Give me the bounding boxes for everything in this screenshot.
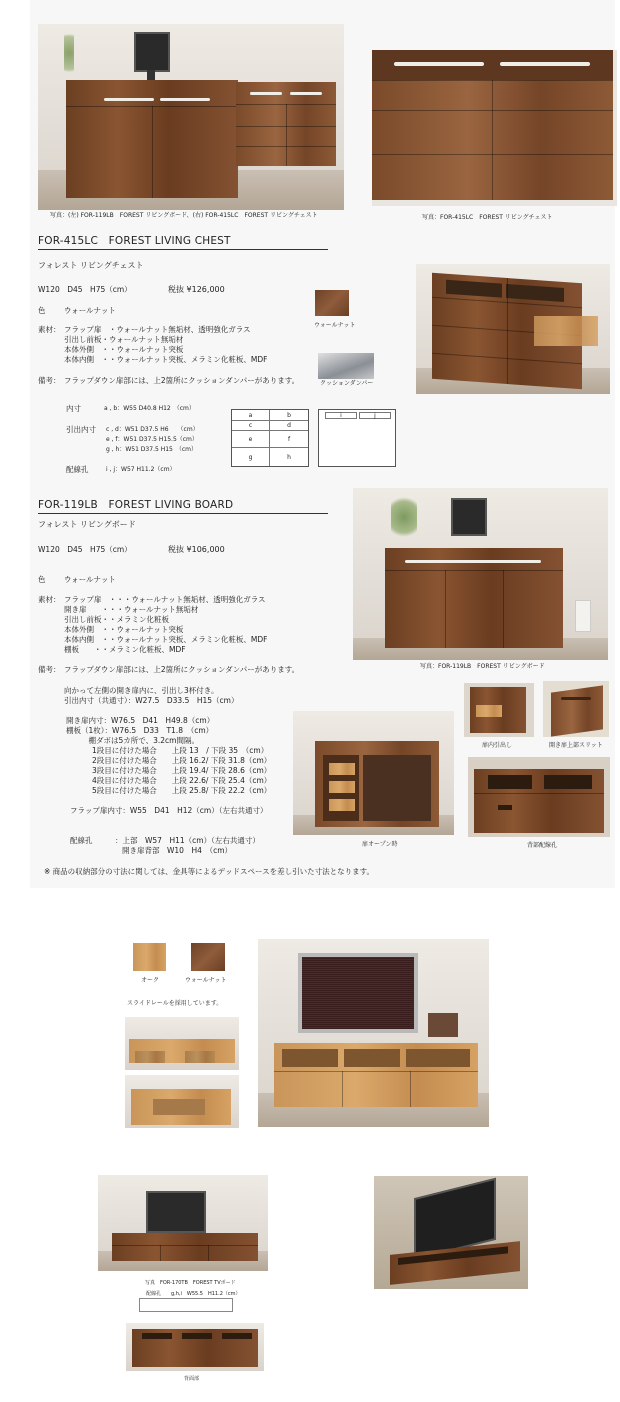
door-slit-photo [543, 681, 609, 737]
tv-board-corner-photo [374, 1176, 528, 1289]
board-note-14: 開き扉背部 W10 H4 （cm） [92, 846, 233, 855]
board-note-7: 1段目に付けた場合 上段 13 / 下段 35 （cm） [92, 746, 269, 755]
board-note-10: 4段目に付けた場合 上段 22.6/ 下段 25.4（cm） [92, 776, 272, 785]
chest-front-diagram [231, 409, 309, 467]
chest-material-3: 本体外側 ・・ウォールナット突板 [64, 345, 184, 354]
board-price: 税抜 ¥106,000 [168, 545, 225, 554]
diagram-cell-b: b [270, 410, 308, 421]
board-note-1: フラップダウン扉部には、上2箇所にクッションダンパーがあります。 [64, 665, 300, 674]
board-materials-label: 素材： [38, 595, 61, 604]
board-body [66, 80, 238, 198]
tv-screen-image [298, 953, 418, 1033]
diagram-cell-e: e [232, 431, 270, 448]
chest-price: 税抜 ¥126,000 [168, 285, 225, 294]
footnote: ※ 商品の収納部分の寸法に関しては、金具等によるデッドスペースを差し引いた寸法となります。 [44, 867, 374, 876]
diagram-cell-h: h [287, 453, 291, 461]
board-monitor-image [451, 498, 487, 536]
tv-small-caption: 写真 FOR-170TB FOREST TVボード [145, 1280, 236, 1286]
board-note-8: 2段目に付けた場合 上段 16.2/ 下段 31.8（cm） [92, 756, 272, 765]
chest-material-4: 本体内側 ・・ウォールナット突板、メラミン化粧板、MDF [64, 355, 268, 364]
door-slit-caption: 開き扉上部スリット [549, 742, 603, 749]
chest-title-rule [38, 249, 328, 250]
chest-drawer-3: g , h：W51 D37.5 H15 （cm） [106, 446, 197, 453]
board-color-label: 色 [38, 575, 46, 584]
board-title: FOR-119LB FOREST LIVING BOARD [38, 499, 234, 511]
board-note-13: 配線孔 ：上部 W57 H11（cm）（左右共通寸） [70, 836, 260, 845]
board-subtitle: フォレスト リビングボード [38, 520, 136, 529]
walnut-swatch-tv-label: ウォールナット [185, 977, 227, 984]
chest-materials-label: 素材： [38, 325, 61, 334]
caption-top-left: 写真：(左) FOR-119LB FOREST リビングボード、(右) FOR-415LC FOREST リビングチェスト [50, 212, 318, 219]
chest-subtitle: フォレスト リビングチェスト [38, 261, 144, 270]
caption-top-right: 写真：FOR-415LC FOREST リビングチェスト [422, 214, 553, 221]
diagram-cell-i: i [325, 412, 357, 419]
damper-image [318, 353, 374, 379]
tv-wiring-diagram [139, 1298, 233, 1312]
chest-drawer-1: c , d：W51 D37.5 H6 （cm） [106, 426, 199, 433]
board-note-2: 向かって左側の開き扉内に、引出し3杯付き。 [64, 686, 219, 695]
slide-rail-photo-2 [125, 1075, 239, 1128]
board-title-rule [38, 513, 328, 514]
chest-color-label: 色 [38, 306, 46, 315]
tv-board-small-photo [98, 1175, 268, 1271]
chest-drawer-label: 引出内寸 [66, 425, 96, 434]
tv-small-back: 背面部 [184, 1376, 200, 1382]
board-note-11: 5段目に付けた場合 上段 25.8/ 下段 22.2（cm） [92, 786, 272, 795]
board-open-photo [293, 711, 454, 835]
board-and-chest-photo [38, 24, 344, 210]
catalog-sheet [30, 0, 615, 888]
chest-wiring-value: i , j：W57 H11.2（cm） [106, 466, 176, 473]
board-note-12: フラップ扉内寸：W55 D41 H12（cm）（左右共通寸） [70, 806, 268, 815]
chest-back-diagram [318, 409, 396, 467]
diagram-cell-f: f [270, 431, 308, 448]
board-material-1: フラップ扉 ・・・ウォールナット無垢材、透明強化ガラス [64, 595, 266, 604]
damper-label: クッションダンパー [320, 380, 374, 387]
slide-rail-note: スライドレールを採用しています。 [127, 1000, 223, 1007]
board-note-5: 棚板（1枚）：W76.5 D33 T1.8 （cm） [66, 726, 214, 735]
board-note-4: 開き扉内寸：W76.5 D41 H49.8（cm） [66, 716, 215, 725]
board-notes-label: 備考： [38, 665, 61, 674]
diagram-cell-d: d [270, 421, 308, 431]
chest-material-1: フラップ扉 ・ウォールナット無垢材、透明強化ガラス [64, 325, 251, 334]
walnut-swatch [315, 290, 349, 316]
tv-board-back-photo [126, 1323, 264, 1371]
chest-inner-value: a , b：W55 D40.8 H12 （cm） [104, 405, 195, 412]
chest-title: FOR-415LC FOREST LIVING CHEST [38, 235, 231, 247]
board-material-6: 棚板 ・・メラミン化粧板、MDF [64, 645, 186, 654]
walnut-swatch-label: ウォールナット [314, 322, 356, 329]
back-wiring-caption: 背部配線孔 [527, 842, 558, 849]
board-size: W120 D45 H75（cm） [38, 545, 132, 554]
board-note-6: 棚ダボは5カ所で、3.2cm間隔。 [66, 736, 199, 745]
chest-wiring-label: 配線孔 [66, 465, 89, 474]
board-open-caption: 扉オープン時 [362, 841, 398, 848]
board-color-value: ウォールナット [64, 575, 116, 584]
monitor-image [134, 32, 170, 72]
chest-front-photo [372, 50, 617, 206]
board-material-5: 本体内側 ・・ウォールナット突板、メラミン化粧板、MDF [64, 635, 268, 644]
tv-small-wiring: 配線孔 g,h,i W55.5 H11.2（cm） [146, 1291, 241, 1297]
slide-rail-photo-1 [125, 1017, 239, 1070]
board-note-9: 3段目に付けた場合 上段 19.4/ 下段 28.6（cm） [92, 766, 272, 775]
chest-color-value: ウォールナット [64, 306, 116, 315]
back-wiring-photo [468, 757, 610, 837]
tv-board-photo [258, 939, 489, 1127]
chest-notes-label: 備考： [38, 376, 61, 385]
chest-size: W120 D45 H75（cm） [38, 285, 132, 294]
oak-swatch [133, 943, 166, 971]
drawer-inside-caption: 扉内引出し [482, 742, 513, 749]
drawer-inside-photo [464, 683, 534, 737]
board-photo-caption: 写真：FOR-119LB FOREST リビングボード [420, 663, 545, 670]
board-material-3: 引出し前板・・メラミン化粧板 [64, 615, 169, 624]
chest-body [236, 82, 336, 166]
board-note-3: 引出内寸（共通寸）：W27.5 D33.5 H15（cm） [64, 696, 239, 705]
board-material-2: 開き扉 ・・・ウォールナット無垢材 [64, 605, 199, 614]
diagram-cell-g: g [232, 448, 270, 466]
chest-notes: フラップダウン扉部には、上2箇所にクッションダンパーがあります。 [64, 376, 300, 385]
diagram-cell-j: j [359, 412, 391, 419]
board-material-4: 本体外側 ・・ウォールナット突板 [64, 625, 184, 634]
diagram-cell-a: a [232, 410, 270, 421]
oak-swatch-label: オーク [141, 977, 160, 984]
chest-inner-label: 内寸 [66, 404, 81, 413]
walnut-swatch-tv [191, 943, 225, 971]
chest-material-2: 引出し前板・ウォールナット無垢材 [64, 335, 184, 344]
board-photo [353, 488, 608, 660]
chest-open-photo [416, 264, 610, 394]
diagram-cell-c: c [232, 421, 270, 431]
chest-drawer-2: e , f：W51 D37.5 H15.5（cm） [106, 436, 198, 443]
